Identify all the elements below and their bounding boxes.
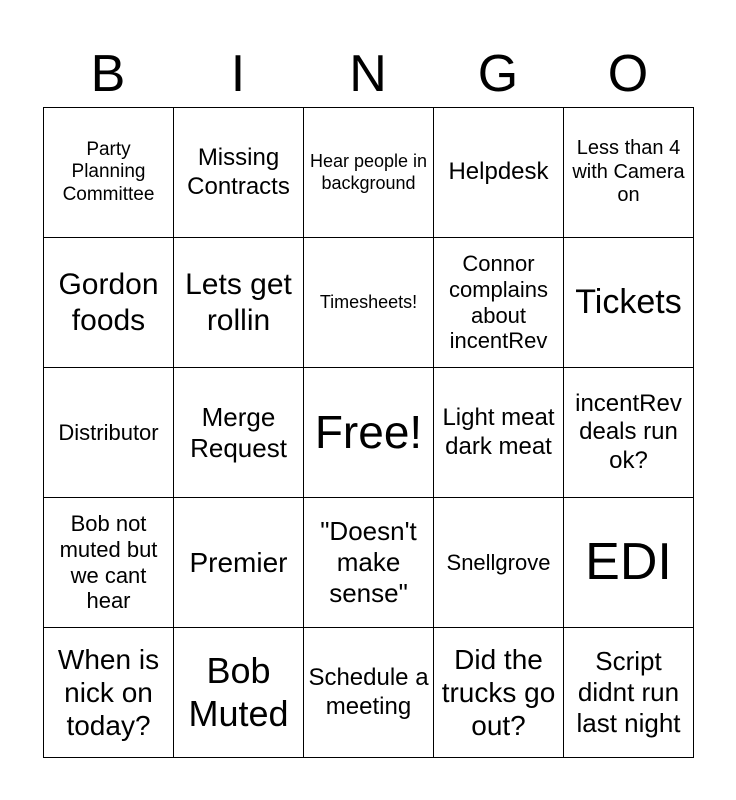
bingo-cell[interactable] — [564, 368, 694, 498]
cell-text: Snellgrove — [446, 549, 551, 575]
bingo-cell[interactable] — [44, 628, 174, 758]
cell-text: Hear people in background — [309, 151, 428, 193]
bingo-header — [43, 40, 693, 108]
cell-text: Schedule a meeting — [308, 664, 429, 720]
cell-text: Tickets — [575, 283, 682, 322]
bingo-cell[interactable] — [174, 108, 304, 238]
bingo-cell[interactable] — [304, 628, 434, 758]
header-letter-o: O — [607, 45, 649, 103]
cell-text: Bob not muted but we cant hear — [59, 510, 158, 614]
bingo-cell[interactable] — [434, 498, 564, 628]
cell-text: Merge Request — [190, 401, 287, 463]
header-letter-n: N — [349, 45, 387, 103]
bingo-cell[interactable] — [44, 238, 174, 368]
bingo-cell[interactable] — [304, 238, 434, 368]
header-letter-b: B — [90, 45, 126, 103]
header-letter-g: G — [477, 45, 519, 103]
bingo-cell[interactable] — [564, 498, 694, 628]
cell-text: Script didnt run last night — [576, 646, 681, 738]
cell-text: Party Planning Committee — [62, 138, 155, 205]
bingo-cell[interactable] — [304, 498, 434, 628]
header-letter-i: I — [230, 45, 246, 103]
cell-text: When is nick on today? — [57, 643, 160, 742]
bingo-cell[interactable] — [434, 368, 564, 498]
bingo-cell[interactable] — [434, 108, 564, 238]
bingo-cell[interactable] — [44, 498, 174, 628]
cell-text: Did the trucks go out? — [441, 643, 556, 742]
bingo-cell[interactable] — [564, 628, 694, 758]
cell-text: Bob Muted — [188, 650, 289, 734]
cell-text: Timesheets! — [319, 291, 418, 312]
bingo-cell[interactable] — [44, 368, 174, 498]
cell-text: incentRev deals run ok? — [575, 390, 682, 474]
bingo-cell[interactable] — [44, 108, 174, 238]
free-space-cell[interactable] — [304, 368, 434, 498]
cell-text: Missing Contracts — [187, 144, 290, 200]
cell-text: "Doesn't make sense" — [320, 516, 417, 608]
bingo-cell[interactable] — [564, 108, 694, 238]
bingo-cell[interactable] — [304, 108, 434, 238]
bingo-cell[interactable] — [564, 238, 694, 368]
bingo-cell[interactable] — [174, 628, 304, 758]
cell-text: Lets get rollin — [185, 268, 292, 337]
cell-text: Helpdesk — [448, 158, 549, 186]
bingo-cell[interactable] — [434, 628, 564, 758]
cell-text: Gordon foods — [58, 268, 159, 337]
cell-text: Light meat dark meat — [442, 404, 555, 460]
bingo-grid — [43, 107, 694, 758]
bingo-cell[interactable] — [174, 238, 304, 368]
cell-text: EDI — [585, 532, 672, 591]
cell-text: Connor complains about incentRev — [448, 250, 549, 354]
cell-text: Less than 4 with Camera on — [572, 137, 685, 207]
bingo-cell[interactable] — [434, 238, 564, 368]
bingo-cell[interactable] — [174, 498, 304, 628]
bingo-cell[interactable] — [174, 368, 304, 498]
cell-text: Premier — [189, 546, 288, 578]
cell-text: Distributor — [58, 419, 159, 445]
cell-text: Free! — [314, 406, 423, 459]
